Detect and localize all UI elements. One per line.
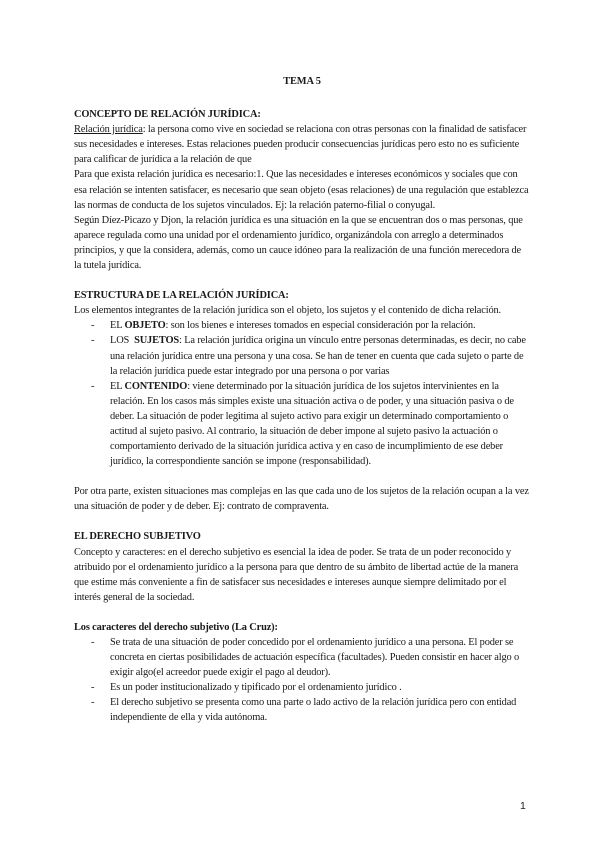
item-text: : son los bienes e intereses tomados en especial consideración por la relación.	[165, 320, 476, 332]
page-number: 1	[520, 800, 526, 812]
item-prefix: EL	[110, 380, 125, 392]
item-text: Se trata de una situación de poder concedido por el ordenamiento jurídico a una persona. El poder se concreta en ciertas posibilidades de actuación específica (facultades). Pueden consistir en hacer algo o exigir algo(el acreedor puede exigir el pago al deudor).	[110, 637, 520, 679]
item-term: CONTENIDO	[124, 380, 188, 392]
caracteres-list	[74, 635, 530, 726]
list-item-contenido	[74, 379, 530, 470]
list-dash: -	[91, 335, 95, 347]
section-heading-derecho-subjetivo: EL DERECHO SUBJETIVO	[74, 531, 201, 543]
paragraph-concepto-caracteres: Concepto y caracteres: en el derecho subjetivo es esencial la idea de poder. Se trata de un poder reconocido y atribuido por el ordenamiento jurídico a la persona para que dentro de su ámbito de libertad actúe de la manera que estime más conveniente a fin de satisfacer sus necesidades e intereses aunque siempre delimitado por el interés general de la sociedad.	[74, 546, 519, 603]
paragraph-definicion	[74, 122, 530, 167]
list-item-objeto	[74, 318, 530, 333]
list-item-sujetos	[74, 333, 530, 378]
item-prefix: EL	[110, 320, 125, 332]
section-heading-estructura: ESTRUCTURA DE LA RELACIÓN JURÍDICA:	[74, 290, 289, 302]
item-prefix: LOS	[110, 335, 135, 347]
list-item	[74, 635, 530, 680]
elements-list	[74, 318, 530, 469]
list-dash: -	[91, 697, 95, 709]
list-dash: -	[91, 380, 95, 392]
paragraph-elementos: Los elementos integrantes de la relación jurídica son el objeto, los sujetos y el contenido de dicha relación.	[74, 305, 501, 317]
paragraph-requisitos: Para que exista relación jurídica es necesario:1. Que las necesidades e intereses económicos y sociales que con esa relación se intenten satisfacer, es necesario que sean objeto (esas relaciones) de una regulación que establezca las normas de conducta de los sujetos vinculados. Ej: la relación paterno-filial o conyugal.	[74, 169, 529, 211]
definition-text: : la persona como vive en sociedad se relaciona con otras personas con la finalidad de satisfacer sus necesidades e intereses. Estas relaciones pueden producir consecuencias jurídicas pero esto no es suficiente para calificar de jurídica a la relación de que	[74, 124, 527, 166]
list-item	[74, 695, 530, 725]
page-title: TEMA 5	[283, 76, 321, 87]
section-heading-concepto: CONCEPTO DE RELACIÓN JURÍDICA:	[74, 109, 261, 121]
subheading-caracteres: Los caracteres del derecho subjetivo (La Cruz):	[74, 621, 278, 633]
paragraph-situaciones-complejas: Por otra parte, existen situaciones mas complejas en las que cada uno de los sujetos de la relación ocupan a la vez una situación de poder y de deber. Ej: contrato de compraventa.	[74, 486, 529, 513]
term-relacion-juridica: Relación jurídica	[74, 124, 143, 136]
item-text: El derecho subjetivo se presenta como una parte o lado activo de la relación jurídica pero con entidad independiente de ella y vida autónoma.	[110, 697, 517, 724]
list-dash: -	[91, 682, 95, 694]
item-text: : viene determinado por la situación jurídica de los sujetos intervinientes en la relación. En los casos más simples existe una situación activa o de poder, y una situación pasiva o de deber. La situación de poder legitima al sujeto activo para exigir un determinado comportamiento o actitud al sujeto pasivo. Al contrario, la situación de deber impone al sujeto pasivo la actuación o comportamiento derivado de la situación jurídica activa y en caso de incumplimiento de ese deber jurídico, la correspondiente sanción se impone (responsabilidad).	[110, 380, 514, 468]
page-content	[74, 74, 530, 726]
item-text: : La relación jurídica origina un vínculo entre personas determinadas, es decir, no cabe una relación jurídica entre una persona y una cosa. Se han de tener en cuenta que cada sujeto o parte de la relación jurídica puede estar integrado por una persona o por varias	[110, 335, 526, 377]
item-term: OBJETO	[124, 320, 166, 332]
item-text: Es un poder institucionalizado y tipificado por el ordenamiento jurídico .	[110, 682, 402, 694]
paragraph-diez-picazo: Según Díez-Picazo y Djon, la relación jurídica es una situación en la que se encuentran dos o mas personas, que aparece regulada como una unidad por el ordenamiento jurídico, organizándola con arreglo a determinados principios, y que la considera, además, como un cauce idóneo para la realización de una función merecedora de la tutela jurídica.	[74, 214, 523, 272]
list-dash: -	[91, 320, 95, 332]
list-item	[74, 680, 530, 695]
item-term: SUJETOS	[134, 335, 180, 347]
list-dash: -	[91, 637, 95, 648]
